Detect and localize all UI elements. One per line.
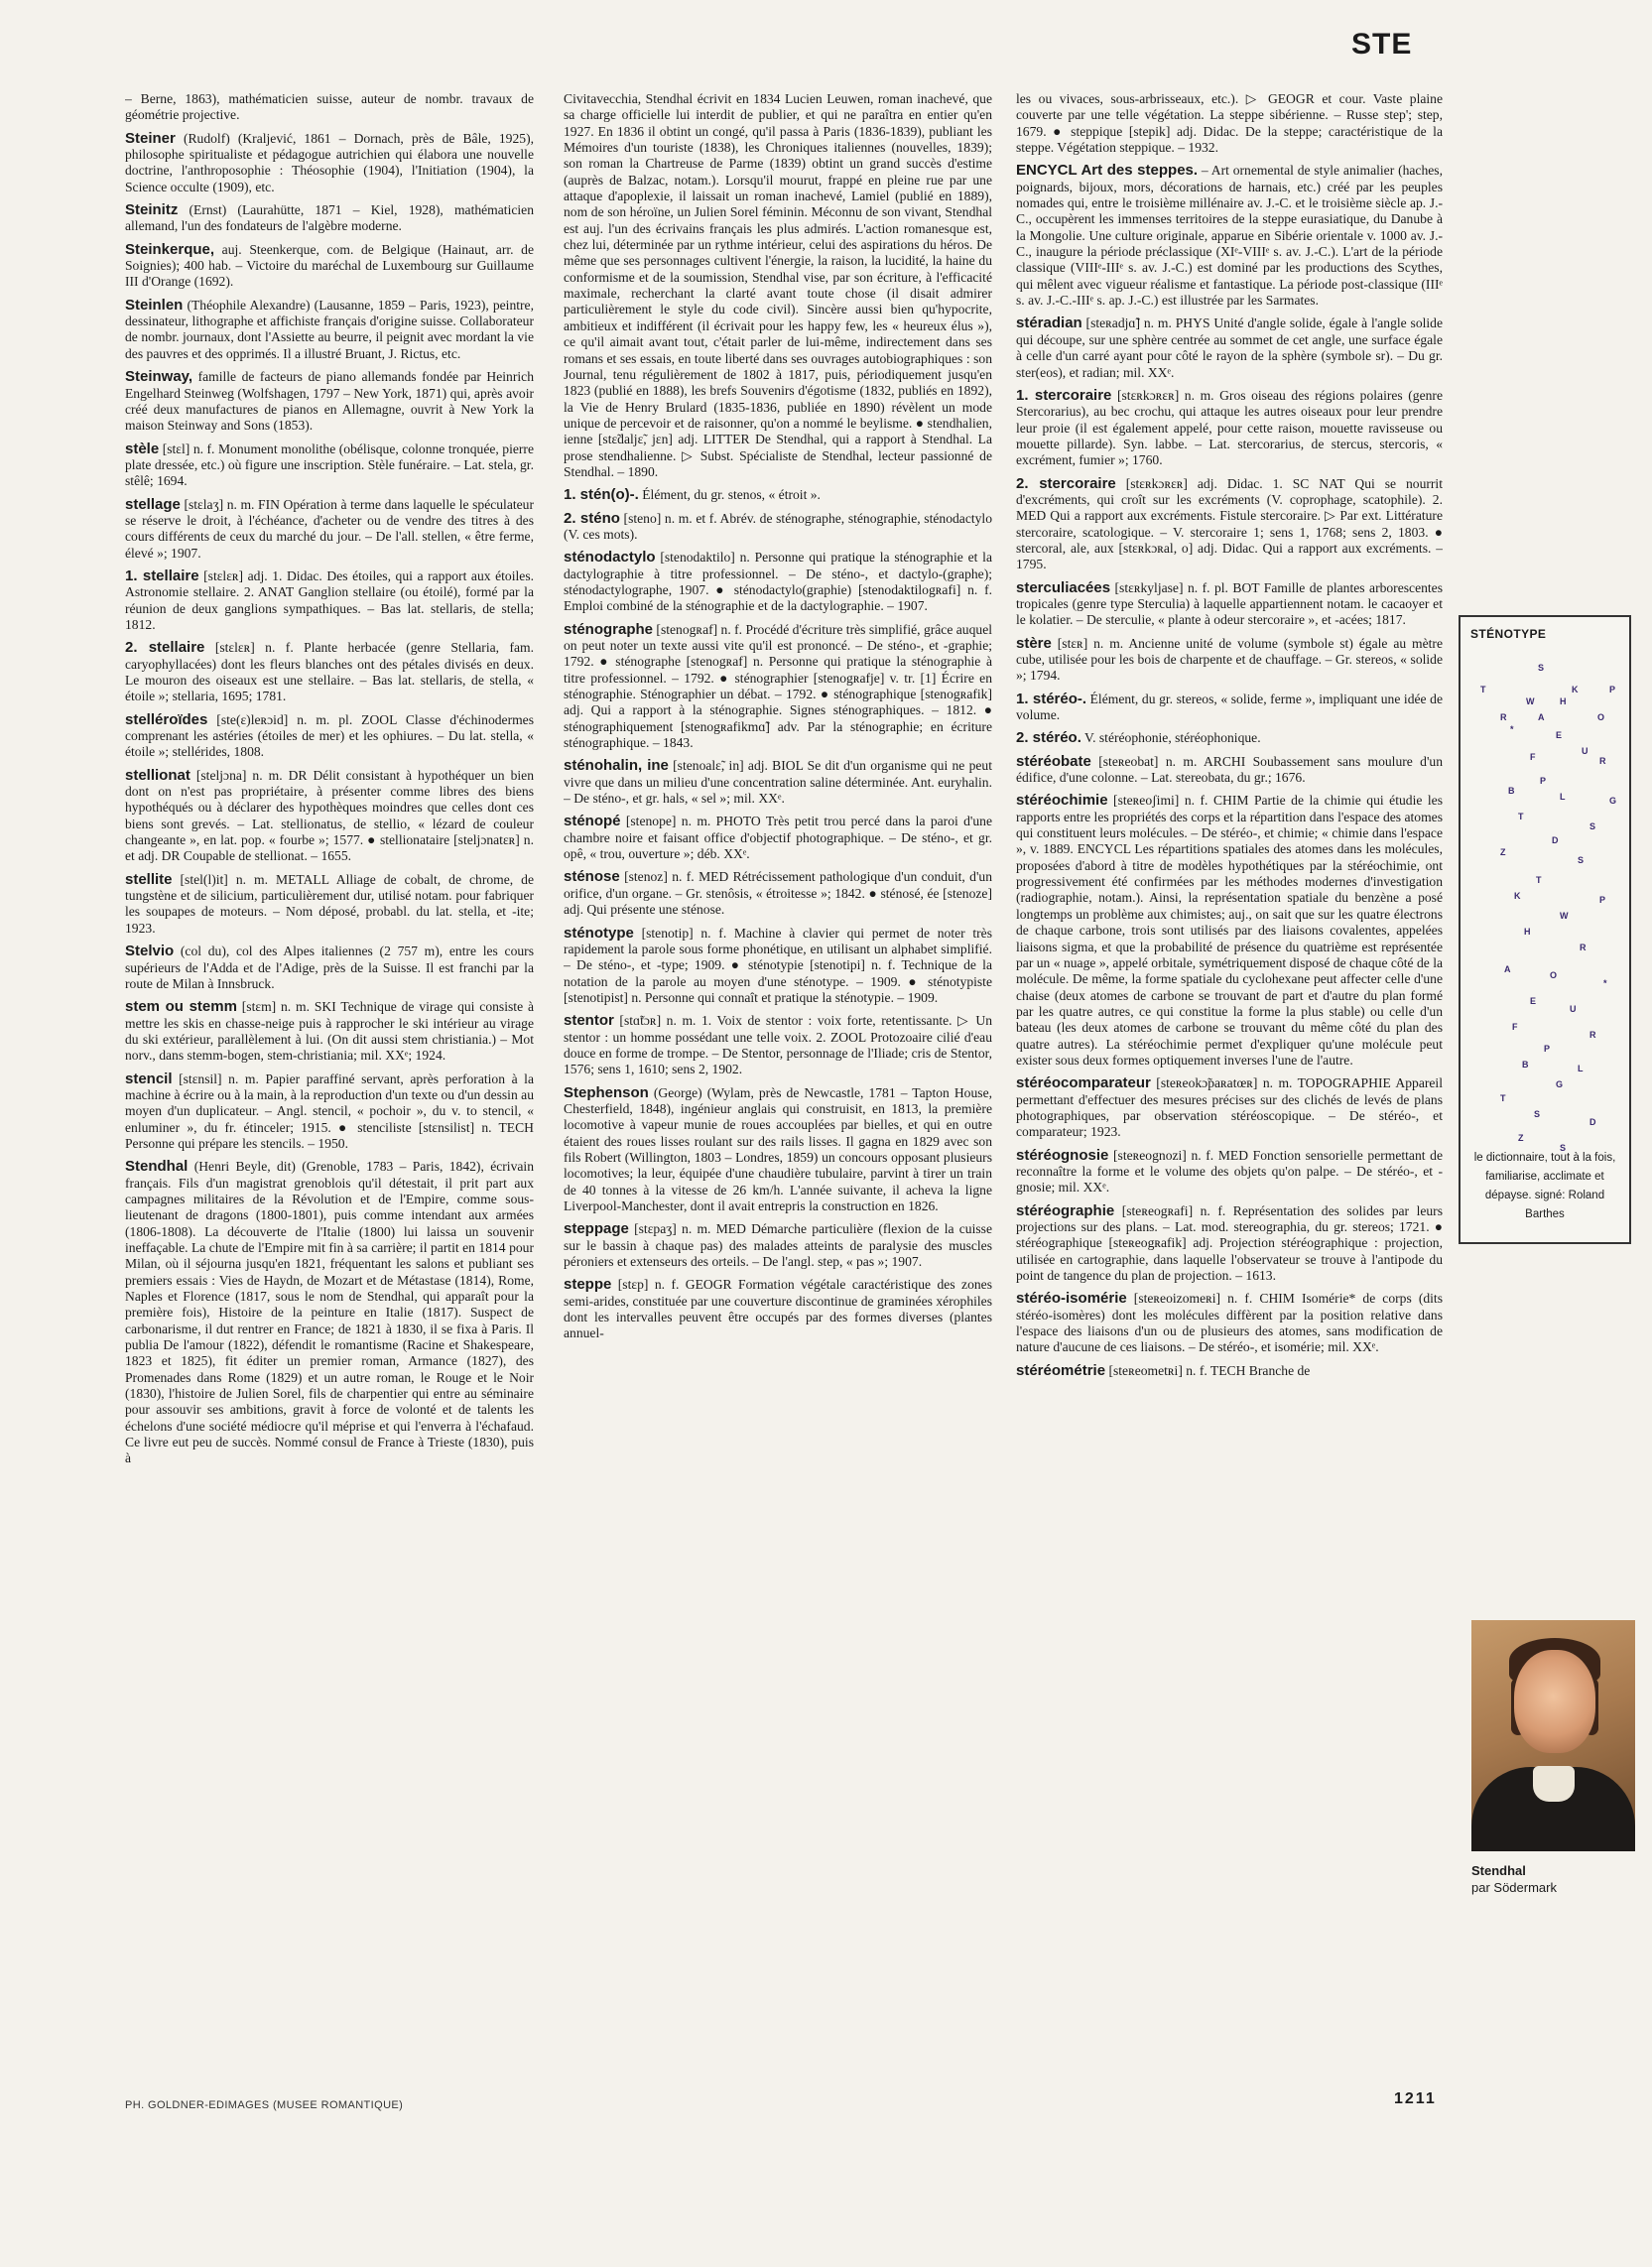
entry-text: – Art ornemental de style animalier (haches, poignards, bijoux, mors, décorations de harnais, etc.) créé par les peuples nomades qui, entre le troisième millénaire av. J.-C. et le troisième siècle ap. J.-C., occupèrent les immenses territoires de la steppe eurasiatique, du Danube à la Mongolie. Une culture originale, apparue en Sibérie orientale v. 1000 av. J.-C., inaugure la période préclassique (XIᵉ-VIIIᵉ s. av. J.-C.). L'art de la période classique (VIIIᵉ-IIIᵉ s. av. J.-C.) est dominé par les productions des Scythes, qui mêlent avec vigueur réalisme et fantastique. La période post-classique (IIIᵉ s. av. J.-C.-IIIᵉ s. ap. J.-C.) est illustrée par les Sarmates. — [1016, 163, 1443, 309]
dictionary-entry — [564, 1013, 992, 1077]
dictionary-entry — [1016, 476, 1443, 573]
entry-text: [stɛʀ] n. m. Ancienne unité de volume (symbole st) égale au mètre cube, utilisée pour les bois de charpente et de chauffage. – Gr. stereos, « solide »; 1794. — [1016, 635, 1443, 684]
headword: steppage — [564, 1220, 629, 1238]
stenotype-glyph: H — [1524, 927, 1531, 937]
entry-text: [steʀeoʃimi] n. f. CHIM Partie de la chimie qui étudie les rapports entre les propriétés des corps et la répartition dans l'espace des atomes qui constituent leurs molécules. – De stéréo-, et chimie; « chimie dans l'espace », v. 1889. ENCYCL Les répartitions spatiales des atomes dans les molécules, proposées d'abord à titre de modèles hypothétiques par la stéréochimie, ont progressivement été confirmées par les méthodes modernes d'investigation (radiographie, notam.). Ainsi, la représentation spatiale du benzène a posé longtemps un problème aux chimistes; auj., on sait que sur les quatre électrons de chaque carbone, trois sont utilisés par des liaisons covalentes, appelées liaisons sigma, et que la probabilité de présence du quatrième est représentée par un « nuage », appelé orbitale, symétriquement disposé de chaque côté de la molécule. De même, la forme spatiale du cyclohexane peut affecter celle d'une chaise (deux atomes de carbone se trouvant de part et d'autre du plan formé par les quatre autres, ce qui constitue la forme la plus stable) ou celle d'un bateau (les deux atomes de carbone se trouvant du même côté du plan des quatre autres). La stéréochimie permet d'expliquer qu'une molécule peut exister sous deux formes optiquement inverses l'une de l'autre. — [1016, 793, 1443, 1068]
stenotype-glyph: S — [1538, 663, 1545, 673]
portrait-artist: par Södermark — [1471, 1880, 1557, 1895]
entry-text: [stenoz] n. f. MED Rétrécissement pathologique d'un conduit, d'un orifice, d'un organe. – Gr. stenôsis, « étroitesse »; 1842. ● sténosé, ée [stenoze] adj. Qui présente une sténose. — [564, 869, 992, 918]
running-head: STE — [1351, 28, 1413, 61]
stenotype-glyph: S — [1534, 1109, 1541, 1119]
dictionary-entry — [1016, 91, 1443, 156]
headword: Steinitz — [125, 201, 179, 219]
headword: stéréométrie — [1016, 1361, 1106, 1379]
dictionary-entry — [1016, 388, 1443, 469]
stenotype-glyph: W — [1560, 911, 1569, 921]
headword: stellage — [125, 495, 181, 513]
stenotype-glyph: U — [1570, 1004, 1577, 1014]
headword: stencil — [125, 1070, 173, 1087]
entry-text: [stɛpaʒ] n. m. MED Démarche particulière (flexion de la cuisse sur le bassin à chaque pas) des malades atteints de paralysie des muscles péroniers et extenseurs des orteils. – De l'angl. step, « pas »; 1907. — [564, 1221, 992, 1270]
dictionary-entry — [125, 944, 534, 992]
dictionary-entry — [564, 1085, 992, 1215]
dictionary-entry — [1016, 163, 1443, 309]
entry-text: [steʀeokɔ̃paʀatœʀ] n. m. TOPOGRAPHIE Appareil permettant d'effectuer des mesures précises sur des clichés de levés de plans photographiques, par observation stéréoscopique. – De stéréo-, et comparateur; 1923. — [1016, 1075, 1443, 1140]
stenotype-glyph: A — [1538, 712, 1545, 722]
portrait-name: Stendhal — [1471, 1863, 1526, 1878]
dictionary-entry — [564, 1277, 992, 1341]
headword: stem ou stemm — [125, 998, 237, 1016]
entry-text: [stɛlɛʀ] n. f. Plante herbacée (genre Stellaria, fam. caryophyllacées) dont les fleurs blanches ont des pétales divisés en deux. Le mouron des oiseaux est une stellaire. – Bas lat. stellaris, de stella, « étoile »; stellaria, 1695; 1781. — [125, 640, 534, 704]
portrait-caption — [1471, 1862, 1557, 1896]
entry-text: (col du), col des Alpes italiennes (2 757 m), entre les cours supérieurs de l'Adda et de l'Adige, près de la Suisse. Il est franchi par la route de Milan à Innsbruck. — [125, 944, 534, 991]
stenotype-glyph: B — [1522, 1060, 1529, 1070]
entry-text: (Ernst) (Laurahütte, 1871 – Kiel, 1928), mathématicien allemand, l'un des fondateurs de l'algèbre moderne. — [125, 202, 534, 234]
stenotype-glyph: * — [1510, 724, 1514, 734]
dictionary-entry — [1016, 636, 1443, 685]
stendhal-portrait — [1471, 1620, 1635, 1851]
entry-text: [stɛp] n. f. GEOGR Formation végétale caractéristique des zones semi-arides, constituée par une couverture discontinue de graminées xérophiles dont les intervalles peuvent être occupés par des formes diverses (plantes annuel- — [564, 1277, 992, 1341]
headword: 2. stellaire — [125, 639, 205, 657]
headword: 1. stercoraire — [1016, 386, 1112, 404]
stenotype-glyph: S — [1578, 855, 1585, 865]
stenotype-glyph: B — [1508, 786, 1515, 796]
dictionary-entry — [125, 441, 534, 490]
stenotype-glyph: D — [1589, 1117, 1596, 1127]
headword: Stendhal — [125, 1158, 189, 1176]
dictionary-entry — [564, 814, 992, 862]
dictionary-entry — [125, 712, 534, 761]
headword: stéréographie — [1016, 1201, 1115, 1219]
entry-text: [steʀadjɑ̃] n. m. PHYS Unité d'angle solide, égale à l'angle solide qui découpe, sur une sphère centrée au sommet de cet angle, une surface égale à celle d'un carré ayant pour côté le rayon de la sphère (symbole sr). – Du gr. ster(eos), et radian; mil. XXᵉ. — [1016, 315, 1443, 380]
entry-text: [stenotip] n. f. Machine à clavier qui permet de noter très rapidement la parole sous forme phonétique, en utilisant un alphabet simplifié. – De sténo-, et -type; 1909. ● sténotypie [stenotipi] n. f. Technique de la notation de la parole au moyen d'une sténotype. – 1909. ● sténotypiste [stenotipist] n. Personne qui connaît et pratique la sténotypie. – 1909. — [564, 925, 992, 1005]
headword: 1. stéréo-. — [1016, 690, 1087, 707]
entry-text: [steʀeogʀafi] n. f. Représentation des solides par leurs projections sur des plans. – Lat. mod. stereographia, du gr. stereos; 1721. ● stéréographique [steʀeogʀafik] adj. Projection stéréographique : projection, utilisée en cartographie, dans laquelle l'observateur se trouve à l'antipode du point de tangence du plan de projection. – 1613. — [1016, 1202, 1443, 1284]
entry-text: [steʀeometʀi] n. f. TECH Branche de — [1105, 1362, 1311, 1378]
entry-text: [steljɔna] n. m. DR Délit consistant à hypothéquer un bien dont on n'est pas propriétaire, à présenter comme libres des biens hypothéqués ou à déclarer des hypothèques moindres que celles dont ces biens sont grevés. – Lat. stellionatus, de stellio, « lézard de couleur changeante », en lat. pop. « fourbe »; 1577. ● stellionataire [steljɔnatɛʀ] n. et adj. DR Coupable de stellionat. – 1655. — [125, 767, 534, 864]
stenotype-glyph: P — [1544, 1044, 1551, 1054]
stenotype-glyph: U — [1582, 746, 1588, 756]
entry-text: [stenodaktilo] n. Personne qui pratique la sténographie et la dactylographie à titre professionnel. – De sténo-, et dactylo-(graphe); sténodactylographe, 1907. ● sténodactylo(graphie) [stenodaktilogʀafi] n. f. Emploi combiné de la sténographie et de la dactylographie. – 1907. — [564, 550, 992, 614]
stenotype-glyph: O — [1550, 970, 1558, 980]
dictionary-entry — [564, 550, 992, 614]
stenotype-caption: le dictionnaire, tout à la fois, familiarise, acclimate et dépayse. signé: Roland Barthes — [1473, 1152, 1616, 1220]
entry-text: [steʀeobat] n. m. ARCHI Soubassement sans moulure d'un édifice, d'une colonne. – Lat. stereobata, du gr.; 1676. — [1016, 753, 1443, 786]
stenotype-glyph: S — [1560, 1143, 1567, 1153]
dictionary-entry — [564, 869, 992, 918]
stenotype-glyph: Z — [1500, 847, 1506, 857]
stenotype-glyph: W — [1526, 696, 1535, 706]
entry-text: [stel(l)it] n. m. METALL Alliage de cobalt, de chrome, de tungstène et de silicium, particulièrement dur, utilisé notam. pour fabriquer les soupapes de moteurs. – Nom déposé, probabl. du lat. stella, et -ite; 1923. — [125, 871, 534, 936]
stenotype-glyph: F — [1530, 752, 1536, 762]
headword: ENCYCL Art des steppes. — [1016, 162, 1199, 180]
dictionary-entry — [1016, 754, 1443, 787]
stenotype-glyph: * — [1603, 978, 1607, 988]
dictionary-entry — [1016, 1203, 1443, 1285]
entry-text: (Henri Beyle, dit) (Grenoble, 1783 – Paris, 1842), écrivain français. Fils d'un magistrat grenoblois qu'il détestait, il prit part aux campagnes militaires de la Révolution et de l'Empire, comme sous-lieutenant de dragons (1800-1801), puis comme intendant aux armées (1806-1808). La découverte de l'Italie (1800) lui laissa un souvenir ineffaçable. La chute de l'Empire mit fin à sa carrière; il partit en 1814 pour Milan, où il séjourna jusqu'en 1821, fréquentant les salons et publiant ses premiers essais : Vies de Haydn, de Mozart et de Métastase (1814), Rome, Naples et Florence (1817, sous le nom de Stendhal, qui apparaît pour la première fois), Histoire de la peinture en Italie (1817). Suspect de carbonarisme, il dut rentrer en France; de 1821 à 1830, il se fixa à Paris. Il publia De l'amour (1822), défendit le romantisme (Racine et Shakespeare, 1823 et 1825), fit éditer un premier roman, Armance (1827), des Promenades dans Rome (1829) et un autre roman, le Rouge et le Noir (1830), l'histoire de Julien Sorel, fils de charpentier qui entre au séminaire pour assouvir ses ambitions, gravit à force de volonté et de talents les échelons d'une société médiocre qu'il méprise et qui l'enverra à l'échafaud. Ce livre eut peu de succès. Nommé consul de France à Trieste (1830), puis à — [125, 1159, 534, 1466]
stenotype-glyph: T — [1518, 812, 1524, 821]
entry-text: – Berne, 1863), mathématicien suisse, auteur de nombr. travaux de géométrie projective. — [125, 91, 534, 123]
headword: stèle — [125, 440, 160, 457]
dictionary-entry — [1016, 1291, 1443, 1355]
stenotype-glyph: K — [1514, 891, 1521, 901]
entry-text: [stenope] n. m. PHOTO Très petit trou percé dans la paroi d'une chambre noire et faisant office d'objectif photographique. – De sténo-, et gr. opê, « trou, ouverture »; déb. XXᵉ. — [564, 814, 992, 862]
column-2 — [564, 91, 992, 2085]
dictionary-entry — [1016, 692, 1443, 724]
headword: stéréobate — [1016, 752, 1091, 770]
stenotype-glyph: G — [1556, 1079, 1564, 1089]
stenotype-glyph: F — [1512, 1022, 1518, 1032]
dictionary-entry — [564, 91, 992, 480]
stenotype-glyph: E — [1556, 730, 1563, 740]
headword: stéréo-isomérie — [1016, 1290, 1127, 1308]
entry-text: [stɛlɛʀ] adj. 1. Didac. Des étoiles, qui a rapport aux étoiles. Astronomie stellaire. 2. ANAT Ganglion stellaire (ou étoilé), formé par la réunion de deux ganglions sympathiques. – Bas lat. stellaris, de stella; 1812. — [125, 567, 534, 632]
dictionary-entry — [125, 1159, 534, 1467]
headword: stelléroïdes — [125, 710, 208, 728]
headword: stéréochimie — [1016, 792, 1108, 810]
entry-text: Élément, du gr. stereos, « solide, ferme », impliquant une idée de volume. — [1016, 691, 1443, 723]
entry-text: [steʀeognozi] n. f. MED Fonction sensorielle permettant de reconnaître la forme et le volume des objets qu'on palpe. – De stéréo-, et -gnosie; mil. XXᵉ. — [1016, 1147, 1443, 1196]
stenotype-glyph: O — [1597, 712, 1605, 722]
dictionary-entry — [1016, 315, 1443, 380]
entry-text: [stɛl] n. f. Monument monolithe (obélisque, colonne tronquée, pierre plate dressée, etc.) où figure une inscription. Stèle funéraire. – Lat. stela, gr. stêlê; 1694. — [125, 441, 534, 489]
stenotype-glyph: A — [1504, 964, 1511, 974]
headword: Steinlen — [125, 296, 184, 314]
entry-text: [stɛʀkɔʀɛʀ] adj. Didac. 1. SC NAT Qui se nourrit d'excréments, qui croît sur les excréments (V. coprophage, scatophile). 2. MED Qui a rapport aux excréments. Fistule stercoraire. ▷ Par ext. Littérature stercoraire, scatologique. – V. stercoraire 1; sens 1, 1768; sens 2, 1803. ● stercoral, ale, aux [stɛʀkɔʀal, o] adj. Didac. Qui a rapport aux excréments. – 1795. — [1016, 475, 1443, 572]
dictionary-entry — [125, 768, 534, 865]
headword: Steinway, — [125, 368, 193, 386]
stenotype-glyph: L — [1578, 1064, 1584, 1073]
headword: sténohalin, ine — [564, 757, 669, 775]
dictionary-entry — [125, 202, 534, 235]
stenotype-glyph: K — [1572, 685, 1579, 694]
dictionary-entry — [1016, 1075, 1443, 1140]
entry-text: [stɛnsil] n. m. Papier paraffiné servant, après perforation à la machine à écrire ou à la main, à la reproduction d'un texte ou d'un dessin au moyen d'un duplicateur. – Angl. stencil, « pochoir », du v. to stencil, « enluminer », du fr. étinceler; 1915. ● stenciliste [stɛnsilist] n. TECH Personne qui prépare les stencils. – 1950. — [125, 1071, 534, 1151]
headword: sténographe — [564, 620, 654, 638]
dictionary-entry — [564, 758, 992, 807]
headword: Steiner — [125, 129, 176, 147]
headword: stellionat — [125, 766, 191, 784]
entry-text: (George) (Wylam, près de Newcastle, 1781 – Tapton House, Chesterfield, 1848), ingénieur anglais qui construisit, en 1813, la première locomotive à vapeur munie de roues accouplées par bielles, et qui en outre étaient des roues lisses roulant sur des rails lisses. Il gagna en 1829 avec son fils Robert (Willington, 1803 – Londres, 1859) un concours opposant plusieurs locomotives; la leur, équipée d'une chaudière tubulaire, parvint à tirer un train de 40 tonnes à la vitesse de 26 km/h. L'année suivante, il acheva la ligne Liverpool-Manchester, dont il avait entrepris la construction en 1826. — [564, 1084, 992, 1213]
headword: sténopé — [564, 813, 621, 830]
entry-text: auj. Steenkerque, com. de Belgique (Hainaut, arr. de Soignies); 400 hab. – Victoire du maréchal de Luxembourg sur Guillaume III d'Orange (1692). — [125, 241, 534, 290]
entry-text: [steno] n. m. et f. Abrév. de sténographe, sténographie, sténodactylo (V. ces mots). — [564, 510, 992, 542]
entry-text: les ou vivaces, sous-arbrisseaux, etc.). ▷ GEOGR et cour. Vaste plaine couverte par une telle végétation. La steppe sibérienne. – Russe step'; step, 1679. ● steppique [stepik] adj. Didac. De la steppe; caractéristique de la steppe. Végétation steppique. – 1932. — [1016, 91, 1443, 156]
headword: stéréognosie — [1016, 1146, 1109, 1164]
stenotype-glyph: P — [1599, 895, 1606, 905]
dictionary-entry — [564, 487, 992, 503]
stenotype-glyph: H — [1560, 696, 1567, 706]
dictionary-entry — [125, 91, 534, 124]
entry-text: [stɛʀkɔʀɛʀ] n. m. Gros oiseau des régions polaires (genre Stercorarius), au bec crochu, qui attaque les autres oiseaux pour leur prendre leur proie (il est également appelé, pour cette raison, mouette ravisseuse ou mouette pillarde). Syn. labbe. – Lat. stercorarius, de stercus, stercoris, « excrément, fumier »; 1760. — [1016, 387, 1443, 468]
dictionary-entry — [125, 131, 534, 195]
dictionary-entry — [125, 1071, 534, 1153]
headword: stéradian — [1016, 315, 1082, 332]
dictionary-entry — [125, 497, 534, 562]
entry-text: [stenogʀaf] n. f. Procédé d'écriture très simplifié, grâce auquel on peut noter un texte aussi vite qu'il est prononcé. – De sténo-, et -graphie; 1792. ● sténographe [stenogʀaf] n. Personne qui pratique la sténographie à titre professionnel. – 1792. ● sténographier [stenogʀafje] v. tr. [1] Écrire en sténographie. Sténographier un débat. – 1792. ● sténographique [stenogʀafik] adj. Qui a rapport à la sténographie. Signes sténographiques. – 1812. ● sténographiquement [stenogʀafikmɑ̃] adv. Par la sténographie; en écriture sténographique. – 1843. — [564, 621, 992, 751]
entry-text: [stɛʀkyljase] n. f. pl. BOT Famille de plantes arborescentes tropicales (genre type Sterculia) à laquelle appartiennent notam. le cacaoyer et le kolatier. – De sterculie, « plante à odeur stercoraire », et -acées; 1817. — [1016, 579, 1443, 628]
stenotype-glyph: P — [1540, 776, 1547, 786]
headword: sténotype — [564, 924, 634, 942]
dictionary-entry — [125, 640, 534, 704]
stenotype-glyph: R — [1589, 1030, 1596, 1040]
headword: stère — [1016, 634, 1052, 652]
dictionary-entry — [564, 511, 992, 544]
dictionary-entry — [125, 568, 534, 633]
entry-text: [stɛm] n. m. SKI Technique de virage qui consiste à mettre les skis en chasse-neige puis à rapprocher le ski intérieur au virage du ski extérieur, parallèlement à lui. (On dit aussi stem christiania.) – Mot norv., dans stemm-bogen, stem-christiania; mil. XXᵉ; 1924. — [125, 999, 534, 1064]
entry-text: [stɛlaʒ] n. m. FIN Opération à terme dans laquelle le spéculateur se réserve le droit, à l'échéance, d'acheter ou de vendre des titres à des cours différents de ceux du marché du jour. – De l'all. stellen, « être ferme, élevé »; 1907. — [125, 496, 534, 561]
headword: 2. sténo — [564, 509, 620, 527]
stenotype-glyph: E — [1530, 996, 1537, 1006]
dictionary-entry — [125, 872, 534, 937]
headword: sterculiacées — [1016, 578, 1111, 596]
stenotype-glyph: T — [1536, 875, 1542, 885]
dictionary-entry — [125, 242, 534, 291]
headword: stentor — [564, 1012, 614, 1030]
page-number: 1211 — [1394, 2090, 1437, 2107]
photo-credit: PH. GOLDNER-EDIMAGES (MUSEE ROMANTIQUE) — [125, 2099, 404, 2111]
stenotype-glyph: S — [1589, 821, 1596, 831]
stenotype-glyph: R — [1580, 943, 1587, 952]
headword: sténose — [564, 868, 620, 886]
entry-text: [stenoalɛ̃, in] adj. BIOL Se dit d'un organisme qui ne peut vivre que dans un milieu d'une concentration saline déterminée. Ant. euryhalin. – De sténo-, et gr. hals, « sel »; mil. XXᵉ. — [564, 758, 992, 807]
headword: stellite — [125, 870, 173, 888]
stenotype-glyph: Z — [1518, 1133, 1524, 1143]
headword: 2. stercoraire — [1016, 474, 1116, 492]
dictionary-entry — [125, 369, 534, 434]
dictionary-entry — [1016, 1363, 1443, 1379]
headword: Steinkerque, — [125, 240, 215, 258]
stenotype-glyph: T — [1480, 685, 1486, 694]
stenotype-glyph: D — [1552, 835, 1559, 845]
headword: 1. stén(o)-. — [564, 486, 639, 504]
stenotype-glyph: R — [1500, 712, 1507, 722]
headword: Stephenson — [564, 1083, 649, 1101]
stenotype-glyph: L — [1560, 792, 1566, 802]
stenotype-sidebar-title: STÉNOTYPE — [1470, 627, 1547, 641]
headword: 2. stéréo. — [1016, 729, 1081, 747]
stenotype-glyph: G — [1609, 796, 1617, 806]
stenotype-glyph: P — [1609, 685, 1616, 694]
stenotype-glyph: T — [1500, 1093, 1506, 1103]
stenotype-glyph: R — [1599, 756, 1606, 766]
dictionary-entry — [1016, 730, 1443, 746]
entry-text: (Théophile Alexandre) (Lausanne, 1859 – Paris, 1923), peintre, dessinateur, lithographe et affichiste français d'origine suisse. Collaborateur de nombr. journaux, dont l'Assiette au beurre, il peignit avec mordant la vie des pauvres et des opprimés. Il a illustré Bruant, J. Rictus, etc. — [125, 297, 534, 361]
dictionary-entry — [564, 926, 992, 1007]
entry-text: [stɑ̃tɔʀ] n. m. 1. Voix de stentor : voix forte, retentissante. ▷ Un stentor : un homme possédant une telle voix. 2. ZOOL Protozoaire cilié d'eau douce en forme de trompe. – De Stentor, personnage de l'Iliade; cris de Stentor, 1576; sens 1, 1610; sens 2, 1902. — [564, 1013, 992, 1077]
dictionary-entry — [564, 622, 992, 752]
column-1 — [125, 91, 534, 2085]
entry-text: [ste(ɛ)leʀɔid] n. m. pl. ZOOL Classe d'échinodermes comprenant les astéries (étoiles de mer) et les ophiures. – Du lat. stella, « étoile »; stellérides, 1808. — [125, 711, 534, 760]
dictionary-entry — [1016, 580, 1443, 629]
entry-text: [steʀeoizomeʀi] n. f. CHIM Isomérie* de corps (dits stéréo-isomères) dont les molécules diffèrent par la position relative dans l'espace des liaisons d'un ou de plusieurs des atomes, sans modification de nature d'aucune de ces liaisons. – De stéréo-, et isomérie; mil. XXᵉ. — [1016, 1291, 1443, 1355]
dictionary-entry — [125, 298, 534, 362]
stenotype-sidebar — [1459, 615, 1631, 1244]
entry-text: Civitavecchia, Stendhal écrivit en 1834 Lucien Leuwen, roman inachevé, que sa charge officielle lui interdit de publier, et qui ne paraîtra en entier qu'en 1927. En 1836 il obtint un congé, qu'il passa à Paris (1836-1839), publiant les Mémoires d'un touriste (1838), les Chroniques italiennes (nouvelles, 1839); son roman la Chartreuse de Parme (1839) obtint un grand succès d'estime (auprès de Balzac, notam.). Lorsqu'il mourut, frappé en pleine rue par une attaque d'apoplexie, il laissait un roman inachevé, Lamiel (publié en 1889), nom de son héroïne, un Julien Sorel féminin. Méconnu de son vivant, Stendhal est auj. l'un des écrivains français les plus admirés. L'action romanesque est, chez lui, déterminée par un rythme intérieur, celui des aspirations du héros. De même que ses personnages cultivent l'énergie, la raison, la lucidité, la haine du conformisme et de la soumission, Stendhal vise, par son écriture, à l'efficacité maximale, recherchant la clarté avant toute chose (il disait admirer particulièrement le style du code civil). Sincère aussi bien qu'hypocrite, ambitieux et indifférent (il écrivait pour les happy few, les « heureux élus »), ce qu'il aimait avant tout, c'était parler de lui-même, indirectement dans ses romans et ses essais, en toute liberté dans ses ouvrages autobiographiques : son Journal, tenu régulièrement de 1802 à 1817, puis, périodiquement jusqu'en 1823 (publié en 1888), les brefs Souvenirs d'égotisme (1832, publiés en 1892), la Vie de Henry Brulard (1835-1836, publiée en 1890) révèlent un mode unique de percevoir et de raisonner, qu'on a nommé le beylisme. ● stendhalien, ienne [stɛ̃daljɛ̃, jɛn] adj. LITTER De Stendhal, qui a rapport à Stendhal. La prose stendhalienne. ▷ Subst. Spécialiste de Stendhal, lecteur passionné de Stendhal. – 1890. — [564, 91, 992, 479]
entry-text: (Rudolf) (Kraljević, 1861 – Dornach, près de Bâle, 1925), philosophe spiritualiste et pédagogue autrichien qui élabora une nouvelle doctrine, l'anthroposophie : Théosophie (1904), l'Initiation (1904), la Science occulte (1909), etc. — [125, 130, 534, 194]
column-3 — [1016, 91, 1443, 2085]
entry-text: V. stéréophonie, stéréophonique. — [1080, 730, 1261, 746]
headword: steppe — [564, 1276, 612, 1294]
dictionary-entry — [564, 1221, 992, 1270]
dictionary-entry — [125, 999, 534, 1064]
dictionary-entry — [1016, 1148, 1443, 1196]
dictionary-entry — [1016, 793, 1443, 1069]
headword: stéréocomparateur — [1016, 1074, 1151, 1092]
headword: Stelvio — [125, 943, 175, 960]
entry-text: famille de facteurs de piano allemands fondée par Heinrich Engelhard Steinweg (Wolfshagen, 1797 – New York, 1871) qui, après avoir créé deux manufactures de pianos en Allemagne, ouvrit à New York la maison Steinway and Sons (1853). — [125, 369, 534, 434]
entry-text: Élément, du gr. stenos, « étroit ». — [638, 487, 821, 503]
headword: sténodactylo — [564, 549, 656, 567]
headword: 1. stellaire — [125, 567, 199, 584]
